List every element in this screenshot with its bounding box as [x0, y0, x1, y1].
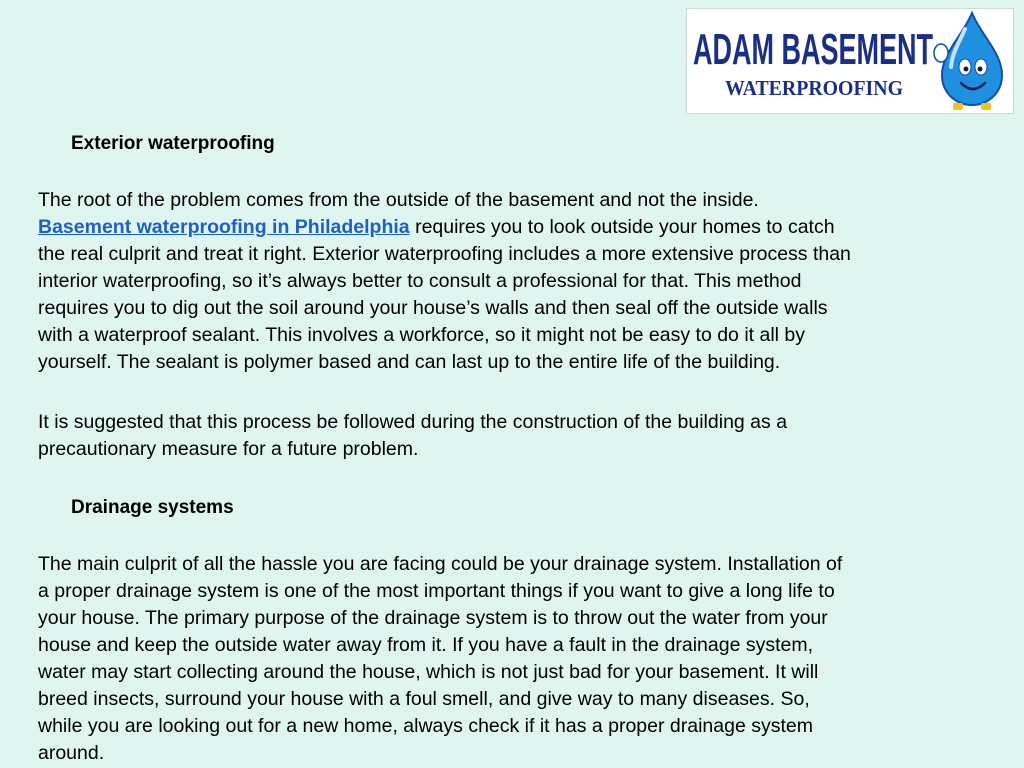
text-line: house and keep the outside water away from it. If you have a fault in the drainage system,: [38, 634, 814, 656]
paragraph-exterior-intro: [38, 187, 993, 376]
text-line: [38, 214, 993, 241]
water-drop-mascot-icon: [934, 13, 1002, 110]
text-line: with a waterproof sealant. This involves a workforce, so it might not be easy to do it all by: [38, 324, 806, 346]
text-line: It is suggested that this process be followed during the construction of the building as a: [38, 411, 788, 433]
text-line: yourself. The sealant is polymer based and can last up to the entire life of the building.: [38, 351, 781, 373]
text-line: requires you to dig out the soil around your house’s walls and then seal off the outside walls: [38, 297, 828, 319]
text-line: interior waterproofing, so it’s always better to consult a professional for that. This method: [38, 270, 802, 292]
philadelphia-waterproofing-link[interactable]: Basement waterproofing in Philadelphia: [38, 216, 410, 238]
paragraph-drainage: [38, 551, 993, 767]
text-line: the real culprit and treat it right. Exterior waterproofing includes a more extensive process than: [38, 243, 851, 265]
text-line: around.: [38, 742, 105, 764]
text-line: water may start collecting around the house, which is not just bad for your basement. It will: [38, 661, 819, 683]
logo-graphic: [687, 9, 1013, 113]
heading-drainage-systems: Drainage systems: [71, 497, 234, 518]
company-logo: [686, 8, 1014, 114]
text-line: precautionary measure for a future problem.: [38, 438, 419, 460]
text-line: The root of the problem comes from the outside of the basement and not the inside.: [38, 189, 759, 211]
text-line: a proper drainage system is one of the most important things if you want to give a long life to: [38, 580, 835, 602]
logo-subtitle: WATERPROOFING: [725, 76, 903, 100]
text-line: The main culprit of all the hassle you are facing could be your drainage system. Installation of: [38, 553, 843, 575]
heading-exterior-waterproofing: Exterior waterproofing: [71, 133, 275, 154]
logo-title: ADAM BASEMENT: [693, 25, 934, 74]
paragraph-exterior-suggestion: [38, 409, 993, 463]
text-line: while you are looking out for a new home, always check if it has a proper drainage system: [38, 715, 813, 737]
text-line: your house. The primary purpose of the drainage system is to throw out the water from your: [38, 607, 828, 629]
text-line: breed insects, surround your house with a foul smell, and give way to many diseases. So,: [38, 688, 810, 710]
text-fragment: requires you to look outside your homes to catch: [409, 216, 835, 238]
